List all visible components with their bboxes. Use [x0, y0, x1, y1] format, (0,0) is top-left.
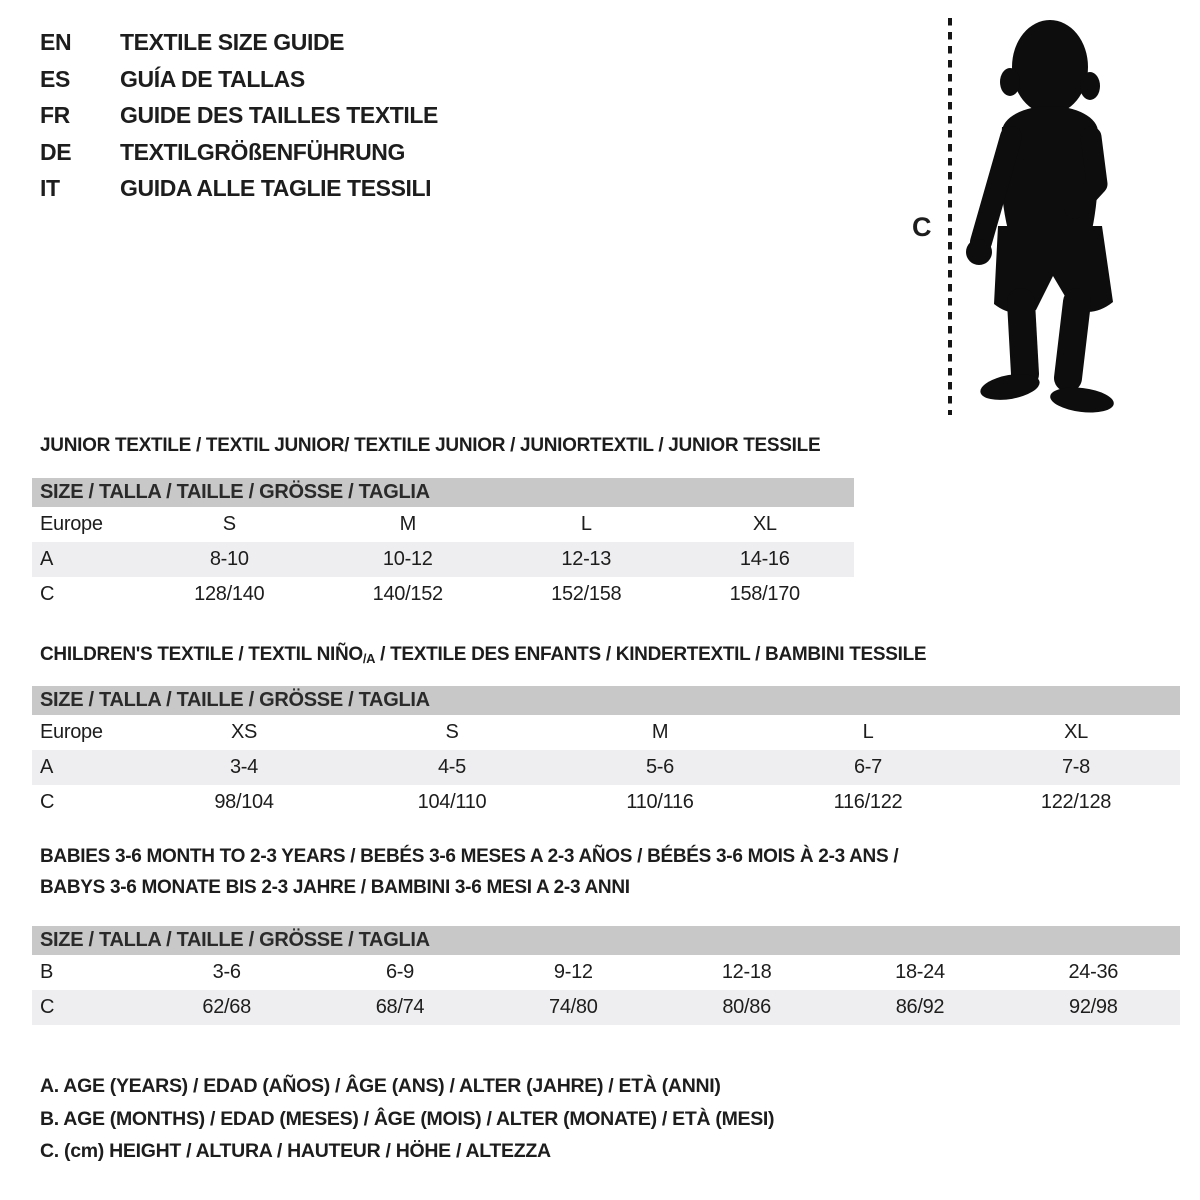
size-table [32, 926, 1180, 1025]
size-cell: XL [1064, 721, 1088, 743]
size-cell: 24-36 [1068, 961, 1119, 983]
section-children [32, 643, 1180, 813]
row-label: A [40, 548, 54, 570]
size-cell: XL [752, 513, 777, 535]
size-cell: 6-7 [853, 756, 882, 778]
language-code: IT [40, 175, 60, 202]
size-cell: 18-24 [895, 961, 945, 983]
row-label: Europe [40, 721, 103, 743]
legend-line: A. AGE (YEARS) / EDAD (AÑOS) / ÂGE (ANS) / ALTER (JAHRE) / ETÀ (ANNI) [40, 1075, 721, 1097]
section-title [40, 434, 1180, 458]
height-measure-label: C [912, 212, 931, 242]
size-cell: 104/110 [417, 791, 487, 813]
size-cell: 9-12 [553, 961, 593, 983]
language-label: TEXTILGRÖßENFÜHRUNG [120, 138, 405, 165]
section-babies [32, 845, 1180, 1018]
section-junior [32, 434, 1180, 605]
language-label: GUÍA DE TALLAS [120, 65, 305, 92]
size-cell: 68/74 [375, 996, 425, 1018]
section-title [40, 845, 1180, 869]
table-row [32, 785, 1180, 820]
size-cell: L [862, 721, 874, 743]
language-row [40, 134, 438, 171]
table-row [32, 990, 1180, 1025]
size-table-header: SIZE / TALLA / TAILLE / GRÖSSE / TAGLIA [32, 926, 1180, 955]
language-code: ES [40, 65, 70, 92]
size-cell: 12-13 [561, 548, 612, 570]
size-cell: 3-4 [229, 756, 258, 778]
size-cell: S [445, 721, 459, 743]
size-cell: 6-9 [385, 961, 414, 983]
size-cell: 14-16 [739, 548, 790, 570]
row-label: Europe [40, 513, 103, 535]
size-cell: 10-12 [382, 548, 433, 570]
size-cell: 80/86 [722, 996, 771, 1018]
baby-silhouette [966, 20, 1115, 416]
size-cell: 152/158 [551, 583, 622, 605]
size-cell: 116/122 [833, 791, 903, 813]
language-row [40, 170, 438, 207]
section-title [40, 643, 1180, 671]
legend-line: B. AGE (MONTHS) / EDAD (MESES) / ÂGE (MOIS) / ALTER (MONATE) / ETÀ (MESI) [40, 1107, 775, 1130]
size-cell: 92/98 [1069, 996, 1118, 1018]
table-row [32, 955, 1180, 990]
size-cell: 110/116 [626, 791, 694, 813]
legend-line: C. (cm) HEIGHT / ALTURA / HAUTEUR / HÖHE / ALTEZZA [40, 1140, 551, 1162]
language-row [40, 61, 438, 98]
section-title-line2: BABYS 3-6 MONATE BIS 2-3 JAHRE / BAMBINI 3-6 MESI A 2-3 ANNI [40, 877, 630, 898]
size-cell: 128/140 [194, 583, 265, 605]
size-table [32, 478, 854, 612]
size-cell: 3-6 [212, 961, 241, 983]
section-title-text: BABIES 3-6 MONTH TO 2-3 YEARS / BEBÉS 3-6 MESES A 2-3 AÑOS / BÉBÉS 3-6 MOIS À 2-3 ANS / [40, 846, 899, 867]
baby-figure [938, 10, 1150, 422]
language-row [40, 97, 438, 134]
size-cell: 98/104 [214, 791, 274, 813]
row-label: C [40, 996, 55, 1018]
row-label: B [40, 961, 54, 983]
language-row [40, 24, 438, 61]
row-label: C [40, 583, 55, 605]
section-title-text: / TEXTILE DES ENFANTS / KINDERTEXTIL / BAMBINI TESSILE [375, 644, 927, 665]
size-cell: S [222, 513, 236, 535]
language-code: EN [40, 29, 72, 55]
language-code: DE [40, 138, 72, 165]
size-cell: 7-8 [1061, 756, 1090, 778]
size-cell: 4-5 [437, 756, 466, 778]
size-cell: 62/68 [202, 996, 251, 1018]
size-table-header: SIZE / TALLA / TAILLE / GRÖSSE / TAGLIA [32, 686, 1180, 715]
size-cell: M [651, 721, 669, 743]
size-cell: 158/170 [729, 583, 800, 605]
size-cell: 8-10 [209, 548, 249, 570]
language-list [40, 24, 438, 207]
size-cell: 74/80 [549, 996, 598, 1018]
language-label: GUIDE DES TAILLES TEXTILE [120, 102, 438, 129]
row-label: A [40, 756, 54, 778]
section-title-text: CHILDREN'S TEXTILE / TEXTIL NIÑO [40, 644, 363, 665]
language-label: TEXTILE SIZE GUIDE [120, 29, 345, 55]
language-code: FR [40, 102, 70, 129]
size-cell: 5-6 [645, 756, 674, 778]
size-cell: XS [230, 721, 258, 743]
size-cell: L [580, 513, 592, 535]
size-cell: 12-18 [721, 961, 772, 983]
table-row [32, 542, 854, 577]
size-cell: 140/152 [372, 583, 443, 605]
table-row [32, 750, 1180, 785]
table-row [32, 715, 1180, 750]
size-cell: 86/92 [895, 996, 945, 1018]
size-cell: M [399, 513, 416, 535]
size-table-header: SIZE / TALLA / TAILLE / GRÖSSE / TAGLIA [32, 478, 854, 507]
language-label: GUIDA ALLE TAGLIE TESSILI [120, 175, 432, 202]
size-table [32, 686, 1180, 820]
table-row [32, 507, 854, 542]
section-title-text: JUNIOR TEXTILE / TEXTIL JUNIOR/ TEXTILE JUNIOR / JUNIORTEXTIL / JUNIOR TESSILE [40, 435, 821, 456]
legend [40, 1070, 774, 1168]
section-title-subscript: /A [362, 651, 376, 667]
table-row [32, 577, 854, 612]
size-cell: 122/128 [1040, 791, 1112, 813]
row-label: C [40, 791, 55, 813]
